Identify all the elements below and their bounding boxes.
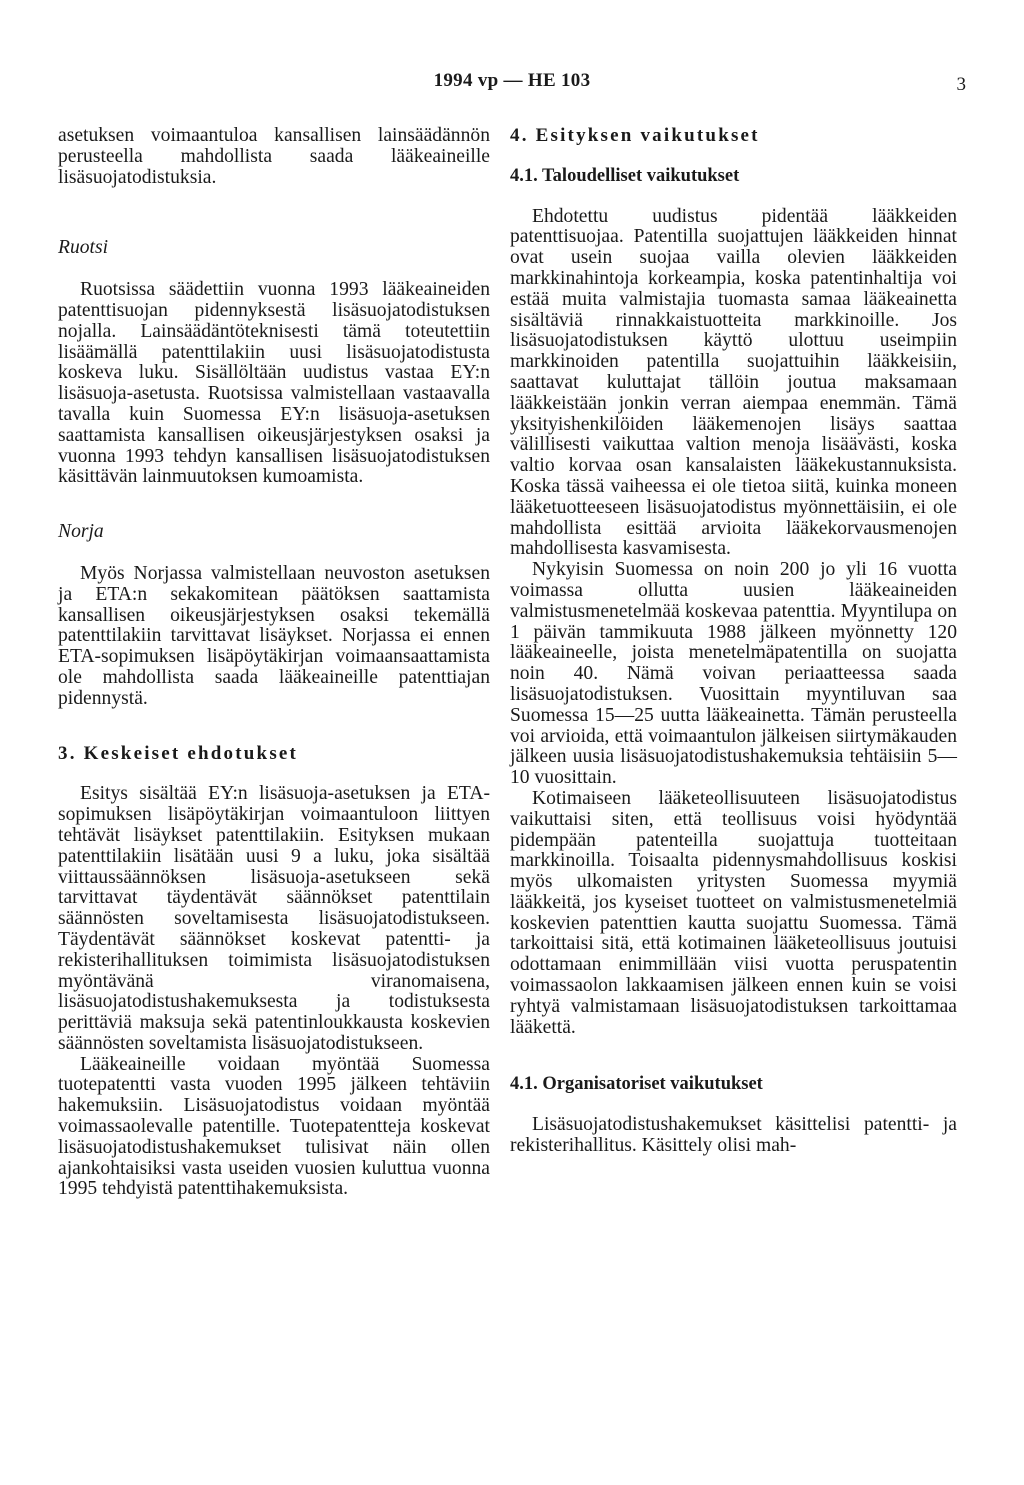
subsection-heading-organisatoriset: 4.1. Organisatoriset vaikutukset [510,1074,763,1095]
section-heading-4: 4. Esityksen vaikutukset [510,125,760,146]
running-head: 1994 vp — HE 103 [433,70,591,91]
paragraph-organisatoriset: Lisäsuojatodistushakemukset käsittelisi patentti- ja rekisterihallitus. Käsittely olisi mah- [510,1114,957,1157]
page-number: 3 [956,74,966,95]
paragraph-section41-2: Nykyisin Suomessa on noin 200 jo yli 16 vuotta voimassa ollutta uusien lääkeaineiden valmistusmenetelmää koskevaa patenttia. Myyntilupa on 1 päivän tammikuuta 1988 jälkeen myönnetty 120 lääkeaineelle, joista menetelmäpatentilla on suojatta noin 40. Nämä voivan periaatteessa saada lisäsuojatodistuksen. Vuosittain myyntiluvan saa Suomessa 15—25 uutta lääkeainetta. Tämän perusteella voi arvioida, että voimaantulon jälkeisen siirtymäkauden jälkeen uusia lisäsuojatodistushakemuksia tehtäisiin 5—10 vuosittain. [510,559,957,789]
paragraph-ruotsi: Ruotsissa säädettiin vuonna 1993 lääkeaineiden patenttisuojan pidennyksestä lisäsuojatodistuksen nojalla. Lainsäädäntöteknisesti tämä toteutettiin lisäämällä patenttilakiin uusi lisäsuojatodistusta koskeva luku. Sisällöltään uudistus vastaa EY:n lisäsuoja-asetusta. Ruotsissa valmistellaan vastaavalla tavalla kuin Suomessa EY:n lisäsuoja-asetuksen saattamista kansallisen oikeusjärjestyksen osaksi ja vuonna 1993 tehdyn kansallisen lisäsuojatodistuksen käsittävän lainmuutoksen kumoamista. [58,279,490,488]
subheading-ruotsi: Ruotsi [58,237,109,259]
left-column [58,126,490,1200]
right-column [510,126,957,1157]
subheading-norja: Norja [58,521,104,543]
intro-paragraph: asetuksen voimaantuloa kansallisen lainsäädännön perusteella mahdollista saada lääkeaineille lisäsuojatodistuksia. [58,125,490,188]
paragraph-section3-2: Lääkeaineille voidaan myöntää Suomessa tuotepatentti vasta vuoden 1995 jälkeen tehtäviin hakemuksiin. Lisäsuojatodistus voidaan myöntää voimassaolevalle patentille. Tuotepatentteja koskevat lisäsuojatodistushakemukset tulisivat näin ollen ajankohtaisiksi vasta useiden vuosien kuluttua vuonna 1995 tehdyistä patenttihakemuksista. [58,1053,490,1200]
paragraph-section41-1: Ehdotettu uudistus pidentää lääkkeiden patenttisuojaa. Patentilla suojattujen lääkkeiden hinnat ovat usein suojaa vailla olevien lääkkeiden markkinahintoja korkeampia, koska patentinhaltija voi estää muita valmistajia tuomasta samaa lääkeainetta sisältäviä rinnakkaistuotteita markkinoille. Jos lisäsuojatodistuksen käyttö ulottuu useimpiin markkinoiden patentilla suojattuihin lääkkeisiin, saattavat kuluttajat tällöin joutua maksamaan lääkkeistään jonkin verran aiempaa enemmän. Tämä yksityishenkilöiden lääkemenojen lisäys saattaa välillisesti vaikuttaa valtion menoja lisäävästi, koska valtio korvaa osan kansalaisten lääkekustannuksista. Koska tässä vaiheessa ei ole tietoa siitä, kuinka moneen lääketuotteeseen lisäsuojatodistus myönnettäisiin, ei ole mahdollista esittää arvioita lääkekorvausmenojen mahdollisesta kasvamisesta. [510,205,957,560]
paragraph-section3-1: Esitys sisältää EY:n lisäsuoja-asetuksen ja ETA-sopimuksen lisäpöytäkirjan voimaantuloon liittyen tehtävät lisäykset patenttilakiin. Esityksen mukaan patenttilakiin lisätään uusi 9 a luku, joka sisältää viittaussäännöksen lisäsuoja-asetukseen sekä tarvittavat täydentävät säännökset patenttilain säännösten soveltamisesta lisäsuojatodistukseen. Täydentävät säännökset koskevat patentti- ja rekisterihallituksen toimimista lisäsuojatodistuksen myöntävänä viranomaisena, lisäsuojatodistushakemuksesta ja todistuksesta perittäviä maksuja sekä patentinloukkausta koskevien säännösten soveltamista lisäsuojatodistukseen. [58,783,490,1054]
subsection-heading-41: 4.1. Taloudelliset vaikutukset [510,165,740,186]
paragraph-norja: Myös Norjassa valmistellaan neuvoston asetuksen ja ETA:n sekakomitean päätöksen saattamista kansallisen oikeusjärjestyksen osaksi tekemällä patenttilakiin tarvittavat lisäykset. Norjassa ei ennen ETA-sopimuksen lisäpöytäkirjan voimaansaattamista ole mahdollista saada lääkeaineille patenttiajan pidennystä. [58,562,490,709]
paragraph-section41-3: Kotimaiseen lääketeollisuuteen lisäsuojatodistus vaikuttaisi siten, että teollisuus voisi hyödyntää pidempään patenteilla suojattuja tuotteitaan markkinoilla. Toisaalta pidennysmahdollisuus koskisi myös ulkomaisten yritysten Suomessa myymiä lääkkeitä, jos kyseiset tuotteet on valmistusmenetelmiä koskevien patenttien kautta suojattu Suomessa. Tämä tarkoittaisi sitä, että kotimainen lääketeollisuus joutuisi odottamaan enimmillään viisi vuotta peruspatentin voimassaolon lakkaamisen jälkeen ennen kuin se voisi ryhtyä valmistamaan lisäsuojatodistuksen tarkoittamaa lääkettä. [510,787,957,1038]
page-header [0,70,1024,100]
section-heading-3: 3. Keskeiset ehdotukset [58,742,299,764]
